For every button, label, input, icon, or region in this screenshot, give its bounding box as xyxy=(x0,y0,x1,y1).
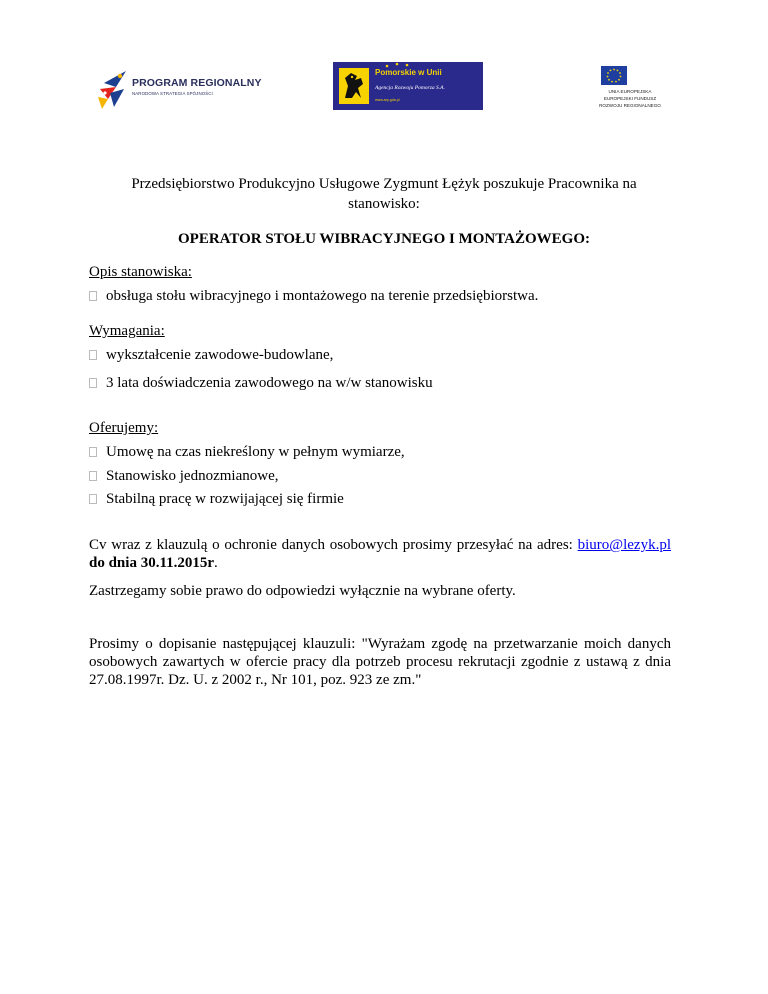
clause-line-2: osobowych zawartych w ofercie pracy dla potrzeb procesu rekrutacji zgodnie z ustawą z dnia xyxy=(89,654,671,670)
bullet-icon xyxy=(89,471,97,481)
list-item xyxy=(89,287,538,305)
program-regionalny-title: PROGRAM REGIONALNY xyxy=(132,77,262,89)
email-link[interactable]: biuro@lezyk.pl xyxy=(577,537,671,553)
list-item xyxy=(89,374,433,392)
list-item-text: Stanowisko jednozmianowe, xyxy=(106,468,279,484)
list-item-text: 3 lata doświadczenia zawodowego na w/w stanowisku xyxy=(106,375,433,391)
clause-paragraph xyxy=(89,635,671,689)
cv-deadline-end: . xyxy=(214,555,218,571)
program-regionalny-emblem-icon xyxy=(96,67,130,111)
bullet-icon xyxy=(89,447,97,457)
bullet-icon xyxy=(89,494,97,504)
bullet-icon xyxy=(89,350,97,360)
list-item-text: Umowę na czas niekreślony w pełnym wymiarze, xyxy=(106,444,405,460)
eu-line-2: EUROPEJSKI FUNDUSZ xyxy=(603,96,657,101)
list-item xyxy=(89,346,333,364)
cv-line-2 xyxy=(89,554,671,572)
cv-line-1 xyxy=(89,536,671,554)
reserve-note: Zastrzegamy sobie prawo do odpowiedzi wyłącznie na wybrane oferty. xyxy=(89,583,516,599)
list-item-text: wykształcenie zawodowe-budowlane, xyxy=(106,347,334,363)
job-title: OPERATOR STOŁU WIBRACYJNEGO I MONTAŻOWEGO: xyxy=(177,231,590,247)
section-heading-description: Opis stanowiska: xyxy=(89,264,192,280)
section-heading-offer: Oferujemy: xyxy=(89,420,159,436)
clause-line-1: Prosimy o dopisanie następującej klauzuli: "Wyrażam zgodę na przetwarzanie moich danych xyxy=(89,636,671,652)
cv-text: Cv wraz z klauzulą o ochronie danych osobowych prosimy przesyłać na adres: xyxy=(89,537,573,553)
pomorskie-griffin-icon xyxy=(339,68,369,104)
eu-line-3: ROZWOJU REGIONALNEGO xyxy=(599,103,661,108)
intro-line-2: stanowisko: xyxy=(348,196,420,212)
pomorskie-agency: Agencja Rozwoju Pomorza S.A. xyxy=(375,85,445,91)
pomorskie-w-unii-logo xyxy=(333,62,483,110)
cv-paragraph xyxy=(89,536,671,572)
eu-logo xyxy=(580,66,680,114)
bullet-icon xyxy=(89,291,97,301)
list-item xyxy=(89,443,405,461)
program-regionalny-subtitle: NARODOWA STRATEGIA SPÓJNOŚCI xyxy=(132,91,213,96)
section-heading-requirements: Wymagania: xyxy=(89,323,165,339)
program-regionalny-logo xyxy=(96,66,271,112)
list-item-text: obsługa stołu wibracyjnego i montażowego na terenie przedsiębiorstwa. xyxy=(106,288,539,304)
pomorskie-title: Pomorskie w Unii xyxy=(375,68,442,77)
eu-line-1: UNIA EUROPEJSKA xyxy=(608,89,652,94)
clause-line-3: 27.08.1997r. Dz. U. z 2002 r., Nr 101, poz. 923 ze zm." xyxy=(89,672,422,688)
list-item xyxy=(89,490,344,508)
list-item-text: Stabilną pracę w rozwijającej się firmie xyxy=(106,491,344,507)
pomorskie-url: www.arp.gda.pl xyxy=(375,98,400,102)
eu-flag-icon xyxy=(601,66,627,85)
intro-line-1: Przedsiębiorstwo Produkcyjno Usługowe Zygmunt Łężyk poszukuje Pracownika na xyxy=(131,176,637,192)
list-item xyxy=(89,467,278,485)
cv-deadline: do dnia 30.11.2015r xyxy=(89,555,215,571)
intro-text xyxy=(120,174,648,214)
bullet-icon xyxy=(89,378,97,388)
